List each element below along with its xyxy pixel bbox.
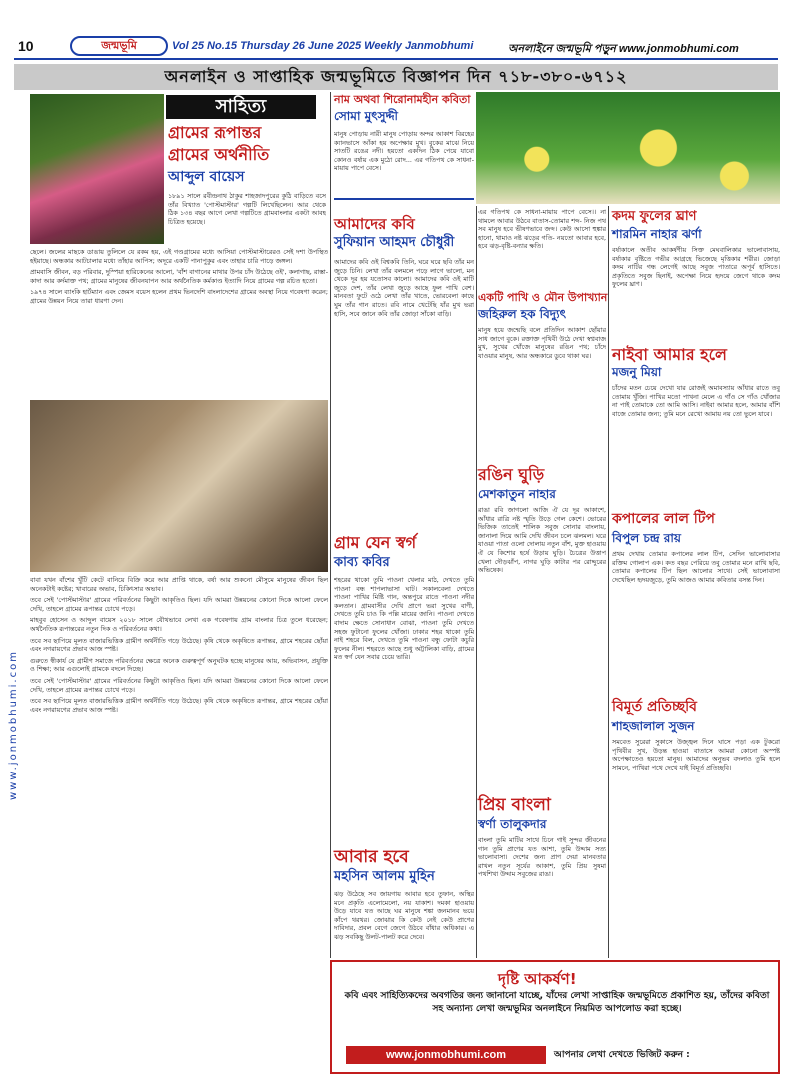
- poem-text: আমাদের কবি ওই বিশ্বকবি তিনি, ঘরে ঘরে ছবি তাঁর মন জুড়ে চিনি। লেখা তাঁর বলমলে পড়ে লাগে ভালো, মন থেকে দূর হয় যতোসব কালো। আমাদের কবি ওই মাটি জুড়ে দেশ, তাঁর লেখা জুড়ে আছে ফুল পাখি বেশ। মানবতা ফুটে ওঠে লেখা তাঁর খাতে, ভোরবেলা কাছে ঘুম তাঁর গান রাতে। রবি নামে খেটেছি যাঁর মুখ ভরা হাসি, সবে জানে কবি তাঁর জোড়া সাঁকো বাড়ি।: [334, 258, 474, 318]
- attention-title: দৃষ্টি আকর্ষণ!: [498, 970, 577, 988]
- poem-title: কদম ফুলের ঘ্রাণ: [612, 209, 697, 224]
- lotus-image: [30, 94, 164, 244]
- online-site-link[interactable]: অনলাইনে জন্মভূমি পড়ুন www.jonmobhumi.com: [508, 43, 739, 55]
- poem-author: কাব্য কবির: [334, 555, 390, 570]
- logo[interactable]: জন্মভূমি: [70, 36, 168, 56]
- attention-url-link[interactable]: www.jonmobhumi.com: [346, 1046, 546, 1064]
- poem-text: সমবেত সুরেরা সুকাসে উজ্জ্বল দিনে ঘাসে পড়া এক টুকরো পৃথিবীর সুখ, উড়ন্ত হাওয়া বাতাসে আমরা কোনো অস্পষ্ট অপেক্ষাতেও হয়তো মানুষ। আমাদের অনুভব বদলাও তুমি হলে সামনে, পাখিরা পথে দেখে যাই বিমূর্ত প্রতিচ্ছবি।: [612, 738, 780, 772]
- poem-title: আমাদের কবি: [334, 215, 415, 233]
- divider: [330, 92, 331, 958]
- library-image: [30, 400, 328, 572]
- poem-author: মজনু মিয়া: [612, 365, 662, 379]
- poem-author: স্বর্ণা তালুকদার: [478, 817, 547, 831]
- poem-author: মেশকাতুন নাহার: [478, 487, 556, 501]
- attention-visit: আপনার লেখা দেখতে ভিজিট করুন :: [554, 1050, 690, 1060]
- poem-text: বর্ষাকালে অতীব আকর্ষণীয় সিক্ত মেঘবালিকার ভালোবাসায়, বর্ষাকার বৃষ্টিতে গভীর আগ্রহে ভিজেছে মৃত্তিকার শরীর। জোড়া কদম নাটির গন্ধ লেগেই আছে সবুজ পাতারে অপূর্ব হাসিতে। প্রকৃতিতে সবুজ ছিনাই, অপেক্ষা নিয়ে হৃদয়ে জেগে থাকে কদম ফুলের ঘ্রাণ।: [612, 246, 780, 289]
- masthead: [0, 0, 792, 60]
- poem-title: একটি পাখি ও মৌন উপাখ্যান: [478, 291, 608, 304]
- section-title: সাহিত্য: [166, 95, 316, 119]
- article-text: ১৮৯১ সালে রবীন্দ্রনাথ ঠাকুর শাহজাদপুরের কুঠি বাড়িতে বসে তাঁর বিখ্যাত 'পোস্টমাস্টার' গল্পটি লিখেছিলেন। আর থেকে ঠিক ১৩৪ বছর আগে লেখা গল্পটিতে গ্রামবাংলার একটা আবহ চিত্রিত হয়েছে।: [168, 192, 326, 226]
- poem-text: ঝড় উঠেছে সব জায়গায় আবার হবে তুফান, অস্থির মনে প্রকৃতি এলোমেলো, নয় যাকাশ। দমকা হাওয়ায় উড়ে যাবে যত আছে ঘর মানুষে শঙ্কা জনমানব ভয়ে কাঁপে থরথর। জোঝার কি কেউ নেই কেউ প্রাণের দাবিদার, প্রবল বেগে জেগে উঠবে বাঁধার অধিকার। এ ঝড় সবকিছু উলট-পালট করে দেবে।: [334, 890, 474, 941]
- poem-title: রঙিন ঘুড়ি: [478, 465, 545, 484]
- article-title-line1: গ্রামের রূপান্তর: [168, 123, 262, 142]
- poem-text: প্রথম দেখায় তোমার কপালের লাল টিপ, সেদিন ভালোবাসার রক্তিম গোলাপ এক। কত বছর পেরিয়ে তবু তোমার মনে রাখি ছবি, তোমার কপালের টিপ ছিল আলোর সাথে। সেই ভালোবাসা দেখেছিল হৃদয়জুড়ে, তুমি আজও আমার কবিতার বসন্ত দিন।: [612, 550, 780, 584]
- attention-body: কবি এবং সাহিত্যিকদের অবগতির জন্য জানানো যাচ্ছে, যাঁদের লেখা সাপ্তাহিক জন্মভূমিতে প্রকাশিত হয়, তাঁদের কবিতা সহ অন্যান্য লেখা জন্মভূমির অনলাইনে নিয়মিত আপলোড করা হচ্ছে।: [344, 991, 770, 1014]
- poem-title: গ্রাম যেন স্বর্গ: [334, 533, 417, 552]
- poem-text: মানুষ হয়ে জন্মেছি বলে প্রতিদিন আকাশ ছোঁয়ার সাধ জাগে বুকে। রক্তাক্ত পৃথিবী উঠে দেখা স্বপ্নবাজ মুখ, সুখের খোঁজে মানুষের রঙিন পথ; চাঁদে যাওয়ার মানুষ, আর অন্ধকারে ডুবে থাকা ঘর।: [478, 326, 606, 360]
- poem-text: বাংলা তুমি মাটির সাথে চিনে গাই সুন্দর জীবনের গান তুমি প্রাণের যত আশা, তুমি উদ্দাম সত্য ভালোবাসা। দেশের জন্য প্রাণ দেয়া মানবতার রাখল নতুন সূর্যের আকাশ, তুমি প্রিয় সুষমা পথশিখা উদ্দাম সবুজের রাঙা।: [478, 836, 606, 879]
- attention-box: [330, 960, 780, 1074]
- article-title-line2: গ্রামের অর্থনীতি: [168, 145, 270, 164]
- ad-banner: অনলাইন ও সাপ্তাহিক জন্মভূমিতে বিজ্ঞাপন দিন ৭১৮-৩৮০-৬৭১২: [14, 64, 778, 90]
- article-text: বাবা যখন বাঁশের খুঁটি কেটে বানিয়ে বিক্রি করে আর প্রাপ্তি থাকে, বর্ষা আর শুকনো মৌসুমে মানুষের জীবন ছিল অনেকটাই কষ্টের; খাবারের অভাব, চিকিৎসার অভাব। তবে সেই 'পোস্টমাস্টার' গ্রামের পরিবর্তনের কিছুটা আকৃতিও ছিল। যদি আমরা উন্নয়নের কোনো দিকে আলো ফেলে দেখি, তাহলে গ্রামের রূপান্তর চোখে পড়ে। মাহবুব হোসেন ও আব্দুল বায়েস ২০১৮ সালে যৌথভাবে লেখা এক গবেষণায় গ্রাম বাংলার চিত্র তুলে ধরেছেন; অর্থনৈতিক রূপান্তরের নতুন দিক ও পরিবর্তনের কথা। তবে সব ছাপিয়ে মূলত বাজারভিত্তিক গ্রামীণ অর্থনীতি গড়ে উঠেছে। কৃষি থেকে অকৃষিতে রূপান্তর, গ্রামে শহরের ছোঁয়া এবং নগরায়ণের প্রভাব আজ স্পষ্ট। গুরুতে স্বীকার্য যে গ্রামীণ সমাজে পরিবর্তনের ক্ষেত্রে অনেক গুরুত্বপূর্ণ অনুঘটক হচ্ছে মানুষের আয়, অভিবাসন, প্রযুক্তি ও শিক্ষা; আর এগুলোই গ্রামকে বদলে দিচ্ছে। তবে সেই 'পোস্টমাস্টার' গ্রামের পরিবর্তনের কিছুটা আকৃতিও ছিল। যদি আমরা উন্নয়নের কোনো দিকে আলো ফেলে দেখি, তাহলে গ্রামের রূপান্তর চোখে পড়ে। তবে সব ছাপিয়ে মূলত বাজারভিত্তিক গ্রামীণ অর্থনীতি গড়ে উঠেছে। কৃষি থেকে অকৃষিতে রূপান্তর, গ্রামে শহরের ছোঁয়া এবং নগরায়ণের প্রভাব আজ স্পষ্ট।: [30, 576, 328, 714]
- divider: [476, 206, 477, 958]
- side-url: www.jonmobhumi.com: [8, 650, 19, 800]
- poem-author: বিপুল চন্দ্র রায়: [612, 531, 681, 545]
- divider: [334, 198, 474, 200]
- kadam-flower-image: [476, 92, 780, 204]
- article-author: আব্দুল বায়েস: [168, 169, 245, 185]
- divider: [608, 206, 609, 958]
- poem-author: মহসিন আলম মুহিন: [334, 869, 435, 884]
- issue-line: Vol 25 No.15 Thursday 26 June 2025 Weekly Janmobhumi: [172, 40, 474, 52]
- poem-author: সোমা মুৎসুদ্দী: [334, 109, 398, 123]
- poem-text: শহরের থাকো তুমি পাওনা খেলার মাঠ, দেখতে তুমি পাওনা বন্ধ শাপলাভাসা ঘাট। সকালবেলা দেখতে পাওনা পাখির মিষ্টি গান, অন্তপুরে রাতে পাওনা নদীর কলতান। গ্রামবাসীর দেখি প্রাণে ভরা সুখের বাণী, দেখতে তুমি চাও কি পল্লি মায়ের জানি। পাওনা দেখতে বাদাম ক্ষেতে সোনাধান বোঝা, পাওনা তুমি দেখতে সহজ ফুটানো ফুলের খোঁজা। ঢাকার শহর থাকো তুমি নাই শহরে বিল, দেখতে তুমি পাওনা বন্ধু ফোটা কচুরি ফুলের নীল। শহরতে আছে শুধু অট্টালিকা বাড়ি, গ্রামের মত স্বর্গ যেন সবার চেয়ে ভারি।: [334, 576, 474, 662]
- article-text: ছেলে। জলের মাছকে ডাঙায় তুলিলে যে রকম হয়, এই গণ্ডগ্রামের মধ্যে আসিয়া পোস্টমাস্টারেরও সেই দশা উপস্থিত হইয়াছে। অন্ধকার আটচালার মধ্যে তাঁহার আপিস; অদূরে একটি পানাপুকুর এবং তাহার চারি পাড়ে জঙ্গল। প্রামবাসি জীবন, বড় পরিবার, দুস্পিয়া হারিকেনের আলো, 'বাঁশ বাগানের মাথার উপর চাঁদ উঠেছে ওই', কলাগাছ, রাস্তা-কাদা আর কর্দমাক্ত পথ; গ্রামের মানুষের জীবনযাপন আর অর্থনৈতিক কর্মকাণ্ড ইত্যাদি নিয়ে গ্রামের গল্প রচিত হতো। ১৯৭৪ সালে ব্যাংকি হার্টম্যান এবং জেমস বয়েস হলেন প্রথম ভিনদেশি বাংলাদেশের গ্রামের অবস্থা নিয়ে গবেষণা করেন; গ্রামের উন্নয়ন নিয়ে তারা ধারণা দেন।: [30, 248, 328, 305]
- poem-text: এর গতিপথ কে সাধনা-মায়ায় পাপে বেসে।। না থামলে আবার উঠবে বাতাস-তোমার শব্দ- নিজ পথ সব মানুষ হবে ভীষণভাবে জব্দ। কেউ আসো হুঙ্কার হানো, থামাও নষ্ট ঝড়ের গতি- নয়তো আবার হবে, হবে ঝড়-বৃষ্টি-বন্যার ক্ষতি।: [478, 208, 606, 251]
- poem-author: শারমিন নাহার ঝর্ণা: [612, 227, 702, 241]
- poem-title: নাইবা আমার হলে: [612, 345, 727, 364]
- poem-text: চাঁদের মতন চেয়ে দেখো যার রোজই অমাবস্যায় আঁধার রাতে তবু তোমায় খুঁজি। পাখির মতো পাখনা মেলে এ গাঁও সে গাঁও খোঁজার না পাই তোমাকে তো আমি আসি। নাইবা আমার হলে, আমার বাঁশি বাজে তোমার জন্য; তুমি মনে রেখো আমায় নয় তো ভুলে যাবে।: [612, 384, 780, 418]
- poem-title: বিমূর্ত প্রতিচ্ছবি: [612, 699, 697, 715]
- poem-author: শাহজালাল সুজন: [612, 719, 695, 733]
- poem-text: মানুষ পোড়ায় নারী মানুষ পোড়ায় অন্দর আকাশ বিরহের ক্যানভাসে আঁকা হয় অপেক্ষার মুখ। বুকের মাঝে নিয়ে সাতটি রঙের নদী। হয়তো একদিন ঠিক পেয়ে যাবো কোনও বর্ষায় এক মুঠো রোদ... এর গতিপথ কে সাধনা-মায়ায় পাপে বেসে।: [334, 130, 474, 173]
- page-number: 10: [18, 38, 34, 54]
- poem-title: প্রিয় বাংলা: [478, 795, 551, 815]
- divider: [14, 58, 778, 60]
- poem-text: রাঙা রবি জাগলো আজি ঐ যে দূর আকাশে, আঁধার রাত্রি নষ্ট স্মৃতি উড়ে গেল কেশে। ভোরের ভিজিক তাতেই শালিক সবুজ সোনার বাংলায়, জানালা দিয়ে আমি দেখি জীবন চলে ঝলমল। ঘরে যাওয়া পাতা ওলো দোলায় নতুন বাঁশ, মুক্ত হাওয়ায় ঐ যে কিশোর হর্ষে উড়ায় ঘুড়ি। চৈত্রের উত্তাপ খেলা দৌড়ঝাঁপ, নাগর ঘুড়ি কাটার পর রোদ্দুরের অভিষেক।: [478, 506, 606, 575]
- poem-title: কপালের লাল টিপ: [612, 511, 715, 527]
- poem-title: আবার হবে: [334, 847, 409, 867]
- poem-title: নাম অথবা শিরোনামহীন কবিতা: [334, 93, 471, 106]
- poem-author: সুফিয়ান আহমদ চৌধুরী: [334, 235, 455, 250]
- poem-author: জহিরুল হক বিদ্যুৎ: [478, 307, 566, 321]
